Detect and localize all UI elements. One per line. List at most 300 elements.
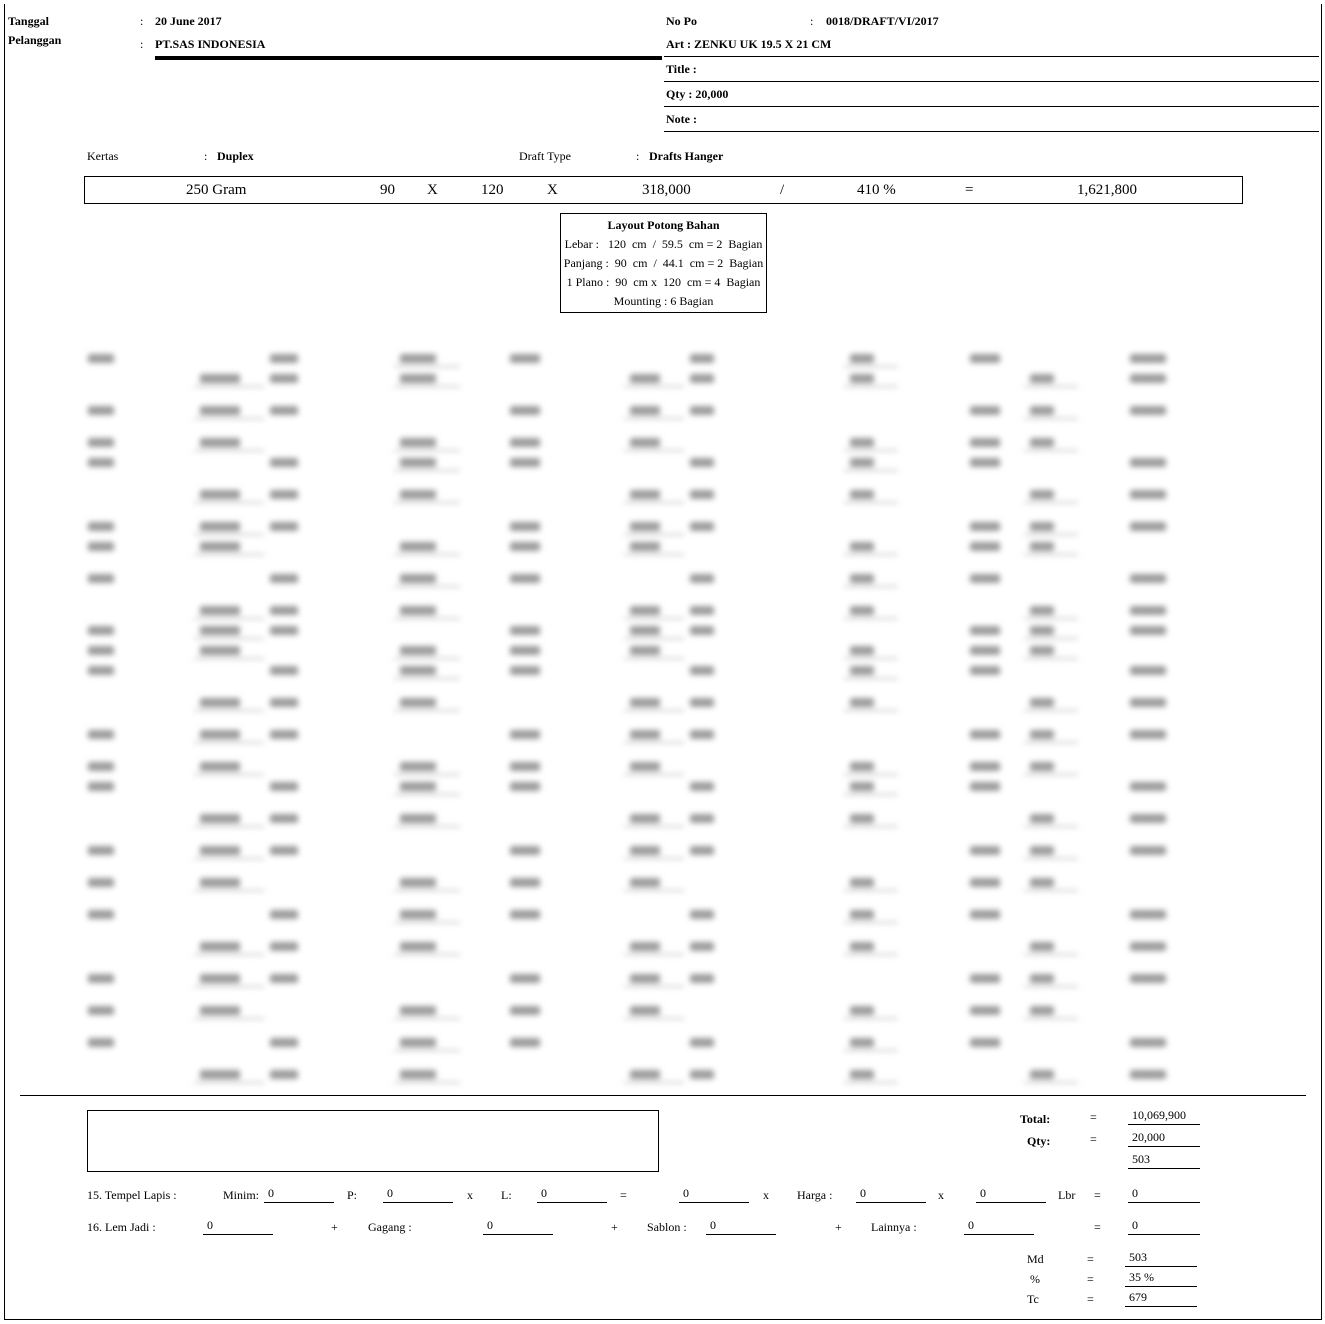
blurred-text	[510, 910, 540, 919]
blurred-underline	[624, 386, 684, 387]
blurred-text	[510, 646, 540, 655]
p-label: P:	[347, 1188, 358, 1202]
blurred-underline	[624, 1018, 684, 1019]
blurred-underline	[1024, 890, 1078, 891]
equals: =	[1094, 1220, 1101, 1234]
blurred-text	[200, 878, 240, 887]
blurred-underline	[1024, 774, 1078, 775]
row16-total: 0	[1128, 1218, 1200, 1235]
qty-value: 20,000	[1128, 1130, 1200, 1147]
blurred-text	[88, 846, 114, 855]
blurred-text	[1130, 606, 1166, 615]
blurred-underline	[194, 638, 264, 639]
gagang-label: Gagang :	[368, 1220, 412, 1234]
md-label: Md	[1027, 1252, 1044, 1266]
blurred-underline	[844, 774, 898, 775]
blurred-text	[970, 846, 1000, 855]
blurred-underline	[394, 710, 460, 711]
blurred-text	[1030, 406, 1054, 415]
blurred-underline	[194, 658, 264, 659]
blurred-text	[200, 626, 240, 635]
divider	[664, 106, 1319, 107]
blurred-text	[850, 1038, 874, 1047]
equals: =	[1090, 1132, 1097, 1146]
blurred-text	[510, 762, 540, 771]
blurred-text	[1130, 354, 1166, 363]
qty-label: Qty:	[1027, 1134, 1051, 1148]
blurred-underline	[394, 618, 460, 619]
blurred-text	[88, 666, 114, 675]
equals: =	[1087, 1252, 1094, 1266]
blurred-text	[690, 1070, 714, 1079]
blurred-underline	[844, 826, 898, 827]
lbr-label: Lbr	[1058, 1188, 1076, 1202]
blurred-underline	[844, 658, 898, 659]
blurred-text	[400, 490, 436, 499]
blurred-text	[200, 814, 240, 823]
blurred-text	[510, 730, 540, 739]
blurred-underline	[194, 554, 264, 555]
blurred-underline	[194, 1018, 264, 1019]
blurred-text	[690, 406, 714, 415]
blurred-underline	[394, 470, 460, 471]
blurred-text	[88, 762, 114, 771]
blurred-text	[630, 1006, 660, 1015]
blurred-text	[88, 974, 114, 983]
blurred-text	[270, 698, 298, 707]
note-line: Note :	[666, 112, 697, 126]
blurred-text	[510, 846, 540, 855]
blurred-text	[510, 406, 540, 415]
blurred-text	[270, 574, 298, 583]
blurred-text	[970, 458, 1000, 467]
blurred-text	[200, 646, 240, 655]
blurred-underline	[624, 774, 684, 775]
blurred-underline	[844, 450, 898, 451]
blurred-text	[630, 1070, 660, 1079]
lainnya-field[interactable]: 0	[964, 1218, 1034, 1235]
blurred-underline	[394, 502, 460, 503]
row15-total: 0	[1128, 1186, 1200, 1203]
total-value: 10,069,900	[1128, 1108, 1200, 1125]
blurred-cost-table	[70, 340, 1260, 1090]
blurred-text	[88, 646, 114, 655]
layout-lebar: Lebar : 120 cm / 59.5 cm = 2 Bagian	[564, 237, 763, 251]
equals: =	[965, 182, 974, 198]
blurred-underline	[194, 502, 264, 503]
blurred-underline	[194, 774, 264, 775]
price: 318,000	[642, 182, 691, 198]
blurred-text	[1030, 606, 1054, 615]
blurred-text	[970, 626, 1000, 635]
blurred-underline	[394, 1082, 460, 1083]
plus: +	[331, 1220, 338, 1234]
blurred-text	[400, 782, 436, 791]
blurred-underline	[194, 418, 264, 419]
blurred-text	[690, 354, 714, 363]
blurred-text	[630, 878, 660, 887]
blurred-underline	[624, 534, 684, 535]
blurred-underline	[394, 1018, 460, 1019]
blurred-text	[88, 878, 114, 887]
blurred-text	[630, 698, 660, 707]
pelanggan-label: Pelanggan	[8, 33, 62, 47]
blurred-text	[510, 542, 540, 551]
blurred-text	[690, 1038, 714, 1047]
blurred-text	[690, 974, 714, 983]
blurred-underline	[1024, 386, 1078, 387]
blurred-text	[1030, 974, 1054, 983]
blurred-underline	[394, 826, 460, 827]
blurred-text	[270, 354, 298, 363]
blurred-text	[850, 574, 874, 583]
gram: 250 Gram	[186, 182, 247, 198]
blurred-text	[400, 1006, 436, 1015]
percent-label: %	[1030, 1272, 1040, 1286]
blurred-text	[630, 762, 660, 771]
blurred-text	[1130, 374, 1166, 383]
blurred-text	[200, 1006, 240, 1015]
blurred-underline	[194, 710, 264, 711]
blurred-underline	[1024, 858, 1078, 859]
plus: +	[611, 1220, 618, 1234]
blurred-text	[1030, 1006, 1054, 1015]
blurred-underline	[194, 386, 264, 387]
blurred-underline	[624, 858, 684, 859]
blurred-text	[690, 606, 714, 615]
blurred-text	[970, 730, 1000, 739]
blurred-text	[630, 542, 660, 551]
blurred-underline	[844, 1050, 898, 1051]
blurred-text	[510, 354, 540, 363]
blurred-text	[1130, 458, 1166, 467]
blurred-text	[270, 846, 298, 855]
blurred-text	[1130, 574, 1166, 583]
colon: :	[140, 37, 144, 51]
minim-field[interactable]: 0	[264, 1186, 334, 1203]
blurred-text	[690, 458, 714, 467]
blurred-text	[630, 646, 660, 655]
blurred-text	[1130, 1038, 1166, 1047]
divide: /	[780, 182, 785, 198]
blurred-underline	[624, 502, 684, 503]
blurred-text	[690, 814, 714, 823]
blurred-text	[400, 646, 436, 655]
blurred-text	[850, 878, 874, 887]
blurred-text	[270, 458, 298, 467]
blurred-text	[970, 646, 1000, 655]
blurred-underline	[624, 742, 684, 743]
blurred-underline	[394, 774, 460, 775]
blurred-underline	[394, 890, 460, 891]
total-label: Total:	[1020, 1112, 1051, 1126]
divider	[664, 131, 1319, 132]
blurred-underline	[844, 586, 898, 587]
tanggal-label: Tanggal	[8, 14, 49, 28]
blurred-text	[970, 1006, 1000, 1015]
blurred-text	[270, 974, 298, 983]
blurred-underline	[844, 554, 898, 555]
blurred-text	[270, 490, 298, 499]
blurred-text	[1030, 730, 1054, 739]
blurred-text	[850, 646, 874, 655]
blurred-text	[630, 522, 660, 531]
section-divider	[20, 1095, 1306, 1096]
blurred-text	[630, 846, 660, 855]
blurred-underline	[394, 386, 460, 387]
blurred-text	[1030, 698, 1054, 707]
blurred-underline	[394, 366, 460, 367]
lbr-field[interactable]: 0	[976, 1186, 1046, 1203]
times: X	[427, 182, 438, 198]
blurred-text	[970, 354, 1000, 363]
blurred-underline	[624, 450, 684, 451]
percent: 410 %	[857, 182, 896, 198]
blurred-text	[88, 458, 114, 467]
blurred-underline	[624, 554, 684, 555]
md-value: 503	[1125, 1250, 1197, 1267]
blurred-underline	[624, 986, 684, 987]
equals: =	[1090, 1110, 1097, 1124]
blurred-text	[1130, 406, 1166, 415]
blurred-underline	[1024, 450, 1078, 451]
blurred-text	[850, 666, 874, 675]
blurred-text	[1130, 522, 1166, 531]
blurred-underline	[394, 794, 460, 795]
blurred-underline	[844, 1018, 898, 1019]
divider	[664, 81, 1319, 82]
harga-label: Harga :	[797, 1188, 833, 1202]
blurred-underline	[624, 1082, 684, 1083]
blurred-text	[400, 374, 436, 383]
blurred-text	[690, 666, 714, 675]
blurred-text	[88, 730, 114, 739]
blurred-underline	[1024, 638, 1078, 639]
blurred-text	[270, 1038, 298, 1047]
blurred-text	[88, 542, 114, 551]
blurred-text	[510, 626, 540, 635]
area-result-field[interactable]: 0	[679, 1186, 749, 1203]
blurred-text	[400, 698, 436, 707]
blurred-underline	[394, 922, 460, 923]
times: x	[938, 1188, 944, 1202]
blurred-text	[690, 698, 714, 707]
times: x	[467, 1188, 473, 1202]
blurred-text	[88, 522, 114, 531]
plus: +	[835, 1220, 842, 1234]
equals: =	[1094, 1188, 1101, 1202]
blurred-underline	[624, 418, 684, 419]
title-line: Title :	[666, 62, 697, 76]
blurred-text	[200, 730, 240, 739]
blurred-text	[970, 1038, 1000, 1047]
blurred-text	[400, 878, 436, 887]
equals: =	[1087, 1272, 1094, 1286]
blurred-underline	[194, 618, 264, 619]
blurred-underline	[1024, 826, 1078, 827]
kertas-value: Duplex	[217, 149, 254, 163]
blurred-text	[630, 374, 660, 383]
blurred-text	[510, 878, 540, 887]
equals: =	[1087, 1292, 1094, 1306]
blurred-text	[1030, 542, 1054, 551]
times: x	[763, 1188, 769, 1202]
blurred-text	[630, 942, 660, 951]
sablon-field[interactable]: 0	[706, 1218, 776, 1235]
blurred-underline	[194, 986, 264, 987]
blurred-text	[510, 1006, 540, 1015]
blurred-underline	[1024, 954, 1078, 955]
blurred-text	[690, 910, 714, 919]
l-label: L:	[501, 1188, 512, 1202]
blurred-text	[88, 1006, 114, 1015]
blurred-text	[1030, 646, 1054, 655]
blurred-text	[400, 1038, 436, 1047]
layout-plano: 1 Plano : 90 cm x 120 cm = 4 Bagian	[566, 275, 761, 289]
blurred-text	[270, 1070, 298, 1079]
blurred-text	[690, 782, 714, 791]
blurred-text	[400, 666, 436, 675]
lem-field[interactable]: 0	[203, 1218, 273, 1235]
blurred-underline	[394, 554, 460, 555]
blurred-underline	[1024, 986, 1078, 987]
blurred-text	[1030, 878, 1054, 887]
divider	[664, 56, 1319, 57]
blurred-text	[690, 490, 714, 499]
blurred-text	[270, 910, 298, 919]
blurred-text	[630, 490, 660, 499]
pelanggan-underline	[155, 56, 662, 60]
blurred-text	[510, 782, 540, 791]
blurred-text	[88, 910, 114, 919]
blurred-text	[850, 762, 874, 771]
blurred-text	[200, 490, 240, 499]
blurred-text	[270, 942, 298, 951]
blurred-text	[1130, 910, 1166, 919]
nopo-label: No Po	[666, 14, 697, 28]
layout-panjang: Panjang : 90 cm / 44.1 cm = 2 Bagian	[563, 256, 764, 270]
blurred-text	[400, 542, 436, 551]
tc-label: Tc	[1027, 1292, 1039, 1306]
colon: :	[810, 14, 814, 28]
blurred-text	[1130, 814, 1166, 823]
blurred-text	[1030, 1070, 1054, 1079]
blurred-underline	[624, 710, 684, 711]
blurred-text	[690, 942, 714, 951]
blurred-text	[200, 762, 240, 771]
blurred-text	[88, 1038, 114, 1047]
height: 120	[481, 182, 504, 198]
p-field[interactable]: 0	[383, 1186, 453, 1203]
blurred-text	[1030, 374, 1054, 383]
blurred-text	[510, 458, 540, 467]
blurred-underline	[844, 618, 898, 619]
row16-label: 16. Lem Jadi :	[87, 1220, 156, 1234]
blurred-underline	[1024, 618, 1078, 619]
blurred-text	[630, 814, 660, 823]
blurred-text	[630, 730, 660, 739]
blurred-text	[1030, 762, 1054, 771]
tanggal-value: 20 June 2017	[155, 14, 222, 28]
blurred-text	[850, 374, 874, 383]
blurred-text	[1130, 730, 1166, 739]
blurred-text	[850, 354, 874, 363]
blurred-text	[690, 522, 714, 531]
l-field[interactable]: 0	[537, 1186, 607, 1203]
blurred-underline	[1024, 534, 1078, 535]
blurred-underline	[394, 678, 460, 679]
blurred-text	[850, 542, 874, 551]
blurred-text	[850, 606, 874, 615]
blurred-text	[970, 878, 1000, 887]
blurred-text	[970, 406, 1000, 415]
blurred-text	[1130, 666, 1166, 675]
blurred-underline	[624, 890, 684, 891]
blurred-text	[270, 814, 298, 823]
blurred-underline	[194, 954, 264, 955]
draft-type-value: Drafts Hanger	[649, 149, 724, 163]
blurred-text	[850, 490, 874, 499]
blurred-underline	[394, 450, 460, 451]
blurred-text	[270, 606, 298, 615]
harga-field[interactable]: 0	[856, 1186, 926, 1203]
lainnya-label: Lainnya :	[871, 1220, 917, 1234]
layout-title: Layout Potong Bahan	[607, 218, 720, 232]
blurred-text	[1030, 846, 1054, 855]
blurred-underline	[1024, 742, 1078, 743]
colon: :	[636, 149, 640, 163]
blurred-text	[1130, 942, 1166, 951]
blurred-text	[630, 974, 660, 983]
blurred-text	[200, 846, 240, 855]
blurred-text	[270, 666, 298, 675]
blurred-text	[850, 814, 874, 823]
blurred-underline	[624, 618, 684, 619]
blurred-text	[690, 846, 714, 855]
blurred-underline	[394, 586, 460, 587]
blurred-text	[970, 542, 1000, 551]
blurred-text	[630, 606, 660, 615]
qty-line: Qty : 20,000	[666, 87, 729, 101]
equals: =	[620, 1188, 627, 1202]
blurred-text	[270, 522, 298, 531]
blurred-text	[850, 1070, 874, 1079]
blurred-text	[970, 522, 1000, 531]
blurred-text	[970, 782, 1000, 791]
blurred-underline	[1024, 710, 1078, 711]
blurred-underline	[844, 710, 898, 711]
blurred-underline	[1024, 502, 1078, 503]
blurred-text	[200, 606, 240, 615]
draft-type-label: Draft Type	[519, 149, 571, 163]
blurred-text	[1030, 490, 1054, 499]
blurred-text	[200, 542, 240, 551]
blurred-text	[1130, 1070, 1166, 1079]
blurred-text	[88, 782, 114, 791]
blurred-underline	[194, 450, 264, 451]
notes-box	[87, 1110, 659, 1172]
blurred-text	[1030, 438, 1054, 447]
tc-value: 679	[1125, 1290, 1197, 1307]
gagang-field[interactable]: 0	[483, 1218, 553, 1235]
blurred-text	[270, 782, 298, 791]
blurred-underline	[844, 922, 898, 923]
blurred-underline	[844, 954, 898, 955]
minim-label: Minim:	[223, 1188, 260, 1202]
blurred-text	[400, 458, 436, 467]
percent-value: 35 %	[1125, 1270, 1197, 1287]
blurred-underline	[1024, 418, 1078, 419]
